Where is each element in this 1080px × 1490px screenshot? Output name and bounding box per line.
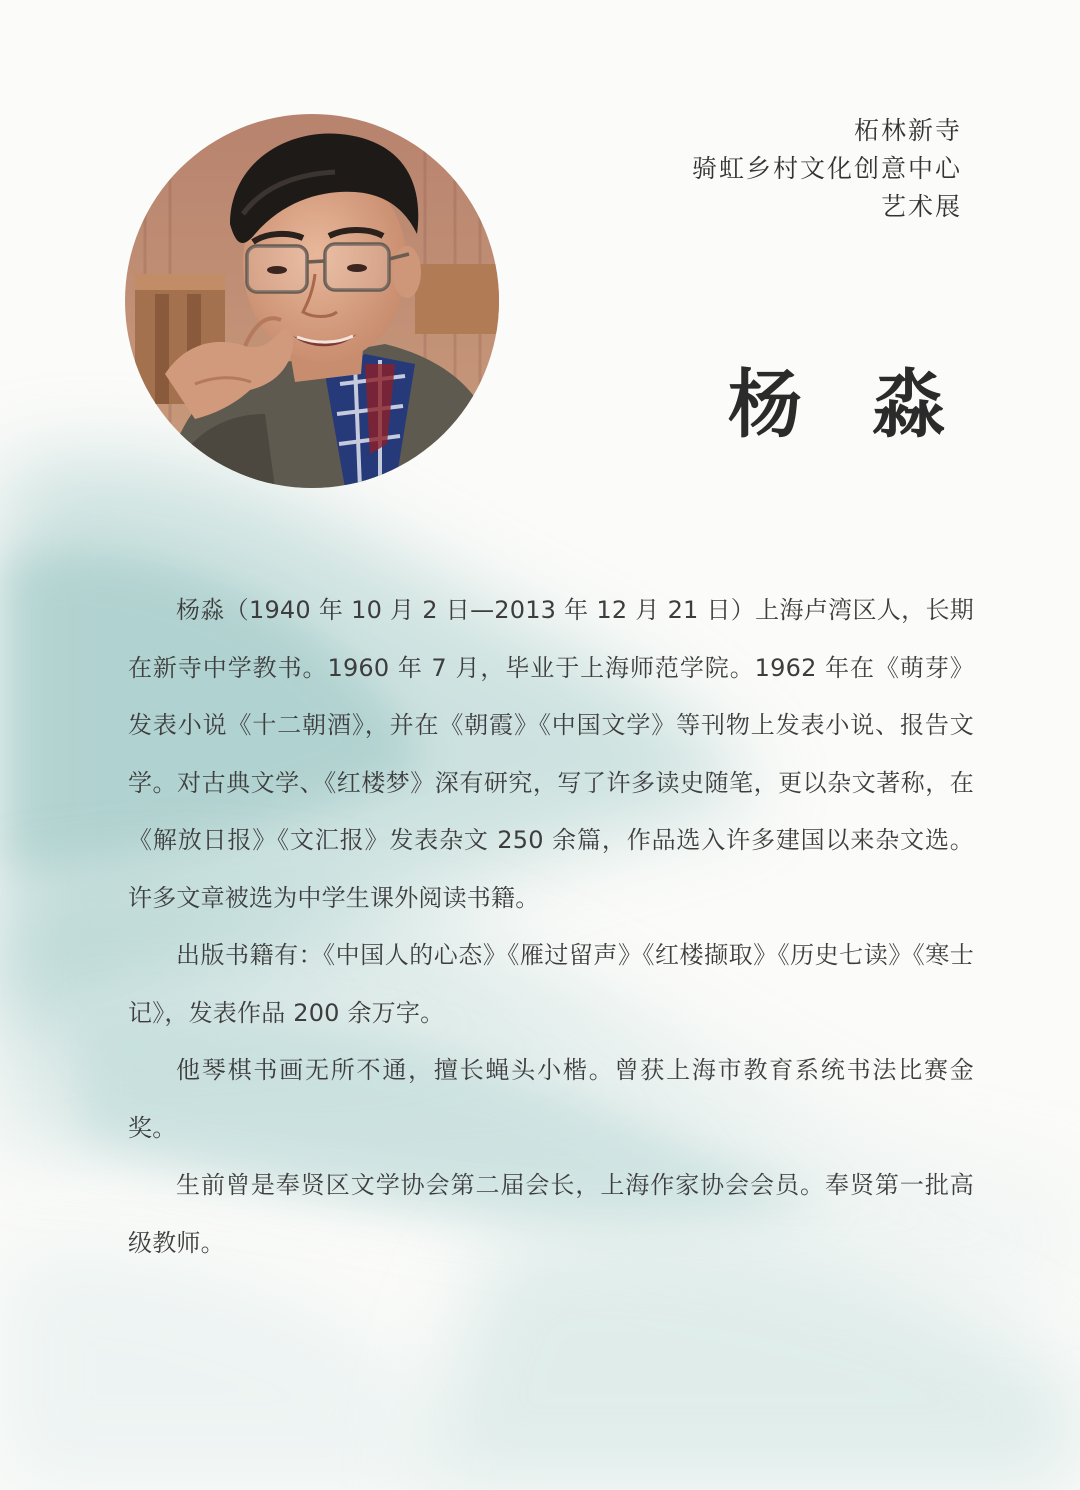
header-line-3: 艺术展 [880,192,962,221]
biography [128,582,974,1272]
bio-paragraph-4: 生前曾是奉贤区文学协会第二届会长，上海作家协会会员。奉贤第一批高级教师。 [128,1171,974,1257]
header-line-2: 骑虹乡村文化创意中心 [691,154,962,183]
page-title: 杨 淼 [728,362,968,448]
bio-paragraph-3: 他琴棋书画无所不通，擅长蝇头小楷。曾获上海市教育系统书法比赛金奖。 [128,1056,974,1142]
header-line-1: 柘林新寺 [853,116,962,145]
portrait-photo [125,114,499,488]
exhibition-header [692,112,962,226]
bio-paragraph-1: 杨淼（1940 年 10 月 2 日—2013 年 12 月 21 日）上海卢湾区人，长期在新寺中学教书。1960 年 7 月，毕业于上海师范学院。1962 年在《萌芽》发表小说《十二朝酒》，并在《朝霞》《中国文学》等刊物上发表小说、报告文学。对古典文学、《红楼梦》深有研究，写了许多读史随笔，更以杂文著称，在《解放日报》《文汇报》发表杂文 250 余篇，作品选入许多建国以来杂文选。许多文章被选为中学生课外阅读书籍。 [128,596,974,912]
bio-paragraph-2: 出版书籍有：《中国人的心态》《雁过留声》《红楼撷取》《历史七读》《寒士记》，发表作品 200 余万字。 [128,941,974,1027]
